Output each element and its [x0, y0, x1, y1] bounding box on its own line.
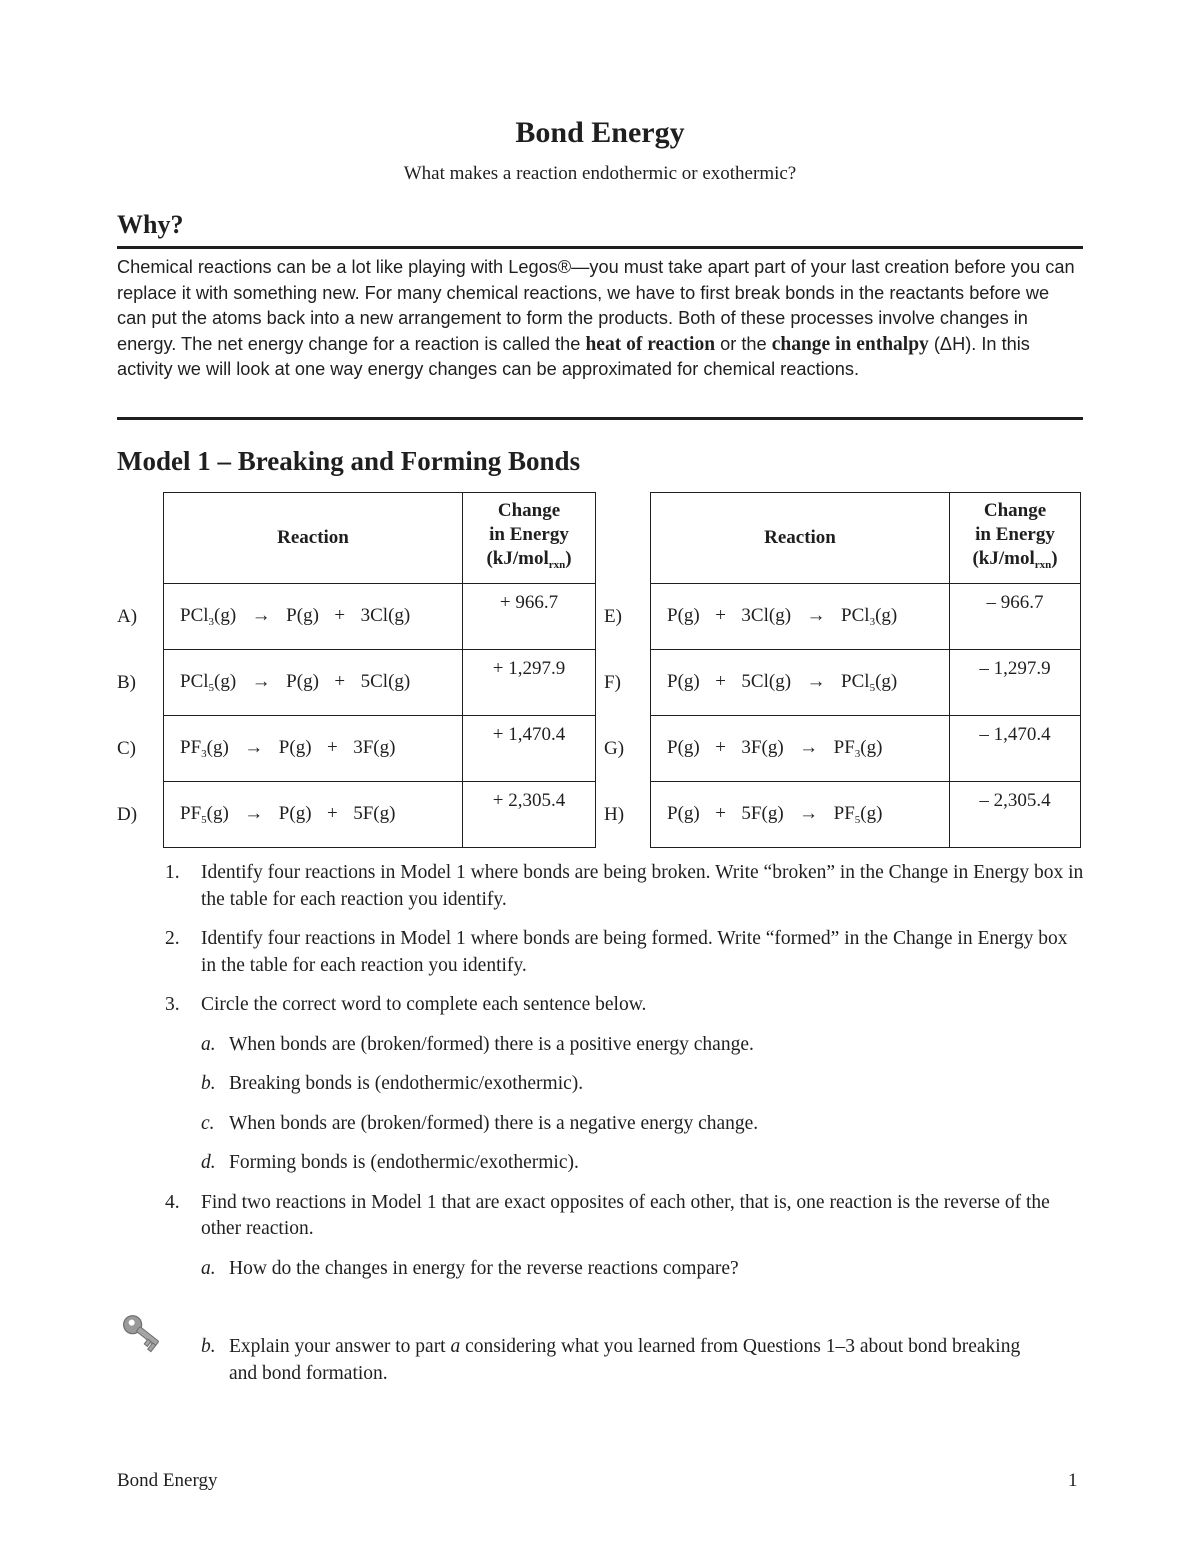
energy-change-box[interactable]: – 2,305.4 — [950, 782, 1081, 848]
energy-change-box[interactable]: + 2,305.4 — [463, 782, 596, 848]
reaction-equation: P(g) + 5Cl(g) → PCl$_5$(g) — [651, 650, 950, 716]
why-text-1: Chemical reactions can be a lot like playing with Legos®—you must take apart part of your last creation before you can replace it with something new. For many chemical reactions, we have to first break bonds in the reactants before we can put the atoms back into a new arrangement to form the products. Both of these processes involve changes in energy. The net energy change for a reaction is called the — [117, 257, 1075, 354]
page-title: Bond Energy — [515, 116, 685, 149]
energy-change-box[interactable]: – 1,297.9 — [950, 650, 1081, 716]
reaction-equation: P(g) + 3Cl(g) → PCl$_3$(g) — [651, 584, 950, 650]
reaction-equation: PCl$_3$(g) → P(g) + 3Cl(g) — [164, 584, 463, 650]
table-row — [117, 584, 596, 650]
why-paragraph — [117, 255, 1083, 383]
question-3d: d. Forming bonds is (endothermic/exothermic). — [201, 1152, 579, 1173]
table-row — [117, 782, 596, 848]
questions — [165, 860, 1085, 1387]
reaction-label: A) — [117, 605, 138, 627]
why-heading: Why? — [117, 210, 184, 239]
reaction-table-left — [117, 492, 596, 848]
reaction-label: D) — [117, 803, 138, 825]
reaction-label: C) — [117, 737, 136, 759]
table-row — [117, 650, 596, 716]
section-divider-bottom — [117, 417, 1083, 420]
reaction-equation: $PF_3(g) \to P(g) + 3F(g)$ — [164, 716, 463, 782]
model-heading: Model 1 – Breaking and Forming Bonds — [117, 446, 581, 476]
question-3a: a. When bonds are (broken/formed) there is a positive energy change. — [201, 1033, 754, 1055]
question-4a: a. How do the changes in energy for the reverse reactions compare? — [201, 1257, 739, 1279]
reaction-label: B) — [117, 671, 136, 693]
energy-change-box[interactable]: – 1,470.4 — [950, 716, 1081, 782]
question-3b: b. Breaking bonds is (endothermic/exothermic). — [201, 1073, 584, 1094]
reaction-label: E) — [604, 605, 622, 627]
energy-change-box[interactable]: – 966.7 — [950, 584, 1081, 650]
page-number: 1 — [1068, 1470, 1078, 1491]
header-reaction: Reaction — [651, 493, 950, 584]
table-row — [604, 584, 1081, 650]
header-change-in-energy: Change in Energy (kJ/mol$_{rxn}$) — [463, 493, 596, 584]
reaction-label: F) — [604, 671, 621, 693]
question-4b: b. Explain your answer to part a considering what you learned from Questions 1–3 about bond breaking and bond formation. — [201, 1336, 1021, 1384]
energy-change-box[interactable]: + 966.7 — [463, 584, 596, 650]
why-text-3: (ΔH). In this activity we will look at one way energy changes can be approximated for chemical reactions. — [117, 333, 1030, 380]
section-divider-top — [117, 246, 1083, 249]
reaction-equation: PCl$_5$(g) → P(g) + 5Cl(g) — [164, 650, 463, 716]
reaction-equation: $PF_5(g) \to P(g) + 5F(g)$ — [164, 782, 463, 848]
question-3c: c. When bonds are (broken/formed) there is a negative energy change. — [201, 1112, 759, 1134]
page-subtitle: What makes a reaction endothermic or exothermic? — [403, 163, 797, 184]
table-row — [604, 782, 1081, 848]
header-reaction: Reaction — [164, 493, 463, 584]
why-text-2: or the — [715, 333, 772, 354]
table-row — [604, 650, 1081, 716]
why-bold-change-in-enthalpy: change in enthalpy — [771, 333, 929, 355]
why-bold-heat-of-reaction: heat of reaction — [585, 333, 716, 355]
reaction-label: H) — [604, 803, 625, 825]
reaction-label: G) — [604, 737, 625, 759]
energy-change-box[interactable]: + 1,297.9 — [463, 650, 596, 716]
reaction-equation: $P(g) + 3F(g) \to PF_3(g)$ — [651, 716, 950, 782]
question-1: 1. Identify four reactions in Model 1 where bonds are being broken. Write “broken” in the Change in Energy box in the table for each reaction you identify. — [165, 862, 1084, 910]
reaction-table-right — [604, 492, 1081, 848]
table-row — [117, 716, 596, 782]
header-change-in-energy: Change in Energy (kJ/mol$_{rxn}$) — [950, 493, 1081, 584]
question-4: 4. Find two reactions in Model 1 that are exact opposites of each other, that is, one reaction is the reverse of the other reaction. — [165, 1191, 1050, 1239]
energy-change-box[interactable]: + 1,470.4 — [463, 716, 596, 782]
question-3: 3. Circle the correct word to complete each sentence below. — [165, 994, 647, 1015]
table-row — [604, 716, 1081, 782]
reaction-equation: $P(g) + 5F(g) \to PF_5(g)$ — [651, 782, 950, 848]
question-2: 2. Identify four reactions in Model 1 where bonds are being formed. Write “formed” in the Change in Energy box in the table for each reaction you identify. — [165, 928, 1068, 976]
footer-title: Bond Energy — [117, 1470, 218, 1491]
key-icon — [115, 1313, 163, 1359]
